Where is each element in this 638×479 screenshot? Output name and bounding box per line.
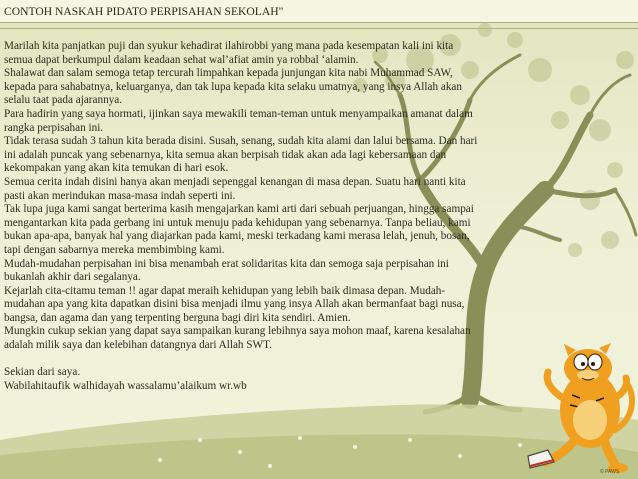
paragraph-aspirations: Kejarlah cita-citamu teman !! agar dapat meraih kehidupan yang lebih baik dimasa depan. Mudah- mudahan apa yang kita dapatkan disini bisa menjadi ilmu yang insya Allah akan bermanfaat bagi nusa, bangsa, dan agama dan yang terpenting berguna bagi diri kita sendiri. Amien. <box>4 284 465 324</box>
image-credit: © PAWS <box>600 469 620 475</box>
speech-body <box>4 40 539 393</box>
paragraph-opening: Marilah kita panjatkan puji dan syukur kehadirat ilahirobbi yang mana pada kesempatan kali ini kita semua dapat berkumpul dalam keadaan sehat wal’afiat amin ya robbal ‘alamin. <box>4 40 454 66</box>
paragraph-three-years: Tidak terasa sudah 3 tahun kita berada disini. Susah, senang, sudah kita alami dan lalui bersama. Dan hari ini adalah puncak yang sebenarnya, kita semua akan berpisah tidak akan ada lagi kebersamaan dan kekompakan yang akan kita temukan di hari esok. <box>4 135 478 175</box>
paragraph-solidarity: Mudah-mudahan perpisahan ini bisa menambah erat solidaritas kita dan semoga saja perpisahan ini bukanlah akhir dari segalanya. <box>4 257 449 284</box>
closing-line-2: Wabilahitaufik walhidayah wassalamu’alaikum wr.wb <box>4 379 247 392</box>
paragraph-apology: Mungkin cukup sekian yang dapat saya sampaikan kurang lebihnya saya mohon maaf, karena kesalahan adalah milik saya dan kelebihan datangnya dari Allah SWT. <box>4 325 471 352</box>
paragraph-gap <box>4 353 539 367</box>
paragraph-shalawat: Shalawat dan salam semoga tetap tercurah limpahkan kepada junjungan kita nabi Muhammad SAW, kepada para sahabatnya, keluarganya, dan tak lupa kepada kita selaku umatnya, yang insya Allah akan selalu taat pada ajarannya. <box>4 67 462 107</box>
paragraph-gratitude: Tak lupa juga kami sangat berterima kasih mengajarkan kami arti dari sebuah perjuangan, hingga sampai mengantarkan kita pada gerbang ini untuk menuju pada kehidupan yang sebenarnya. Tanpa beliau, kami bukan apa-apa, banyak hal yang diajarkan pada kami, meski terkadang kami merasa lelah, jenuh, bosan, tapi dengan sabarnya mereka membimbing kami. <box>4 203 474 256</box>
page-title: CONTOH NASKAH PIDATO PERPISAHAN SEKOLAH" <box>4 5 284 18</box>
paragraph-greeting: Para hadirin yang saya hormati, ijinkan saya mewakili teman-teman untuk menyampaikan amanat dalam rangka perpisahan ini. <box>4 107 473 134</box>
paragraph-memories: Semua cerita indah disini hanya akan menjadi sepenggal kenangan di masa depan. Suatu hari nanti kita pasti akan merindukan masa-masa indah seperti ini. <box>4 175 466 202</box>
closing-line-1: Sekian dari saya. <box>4 366 81 379</box>
